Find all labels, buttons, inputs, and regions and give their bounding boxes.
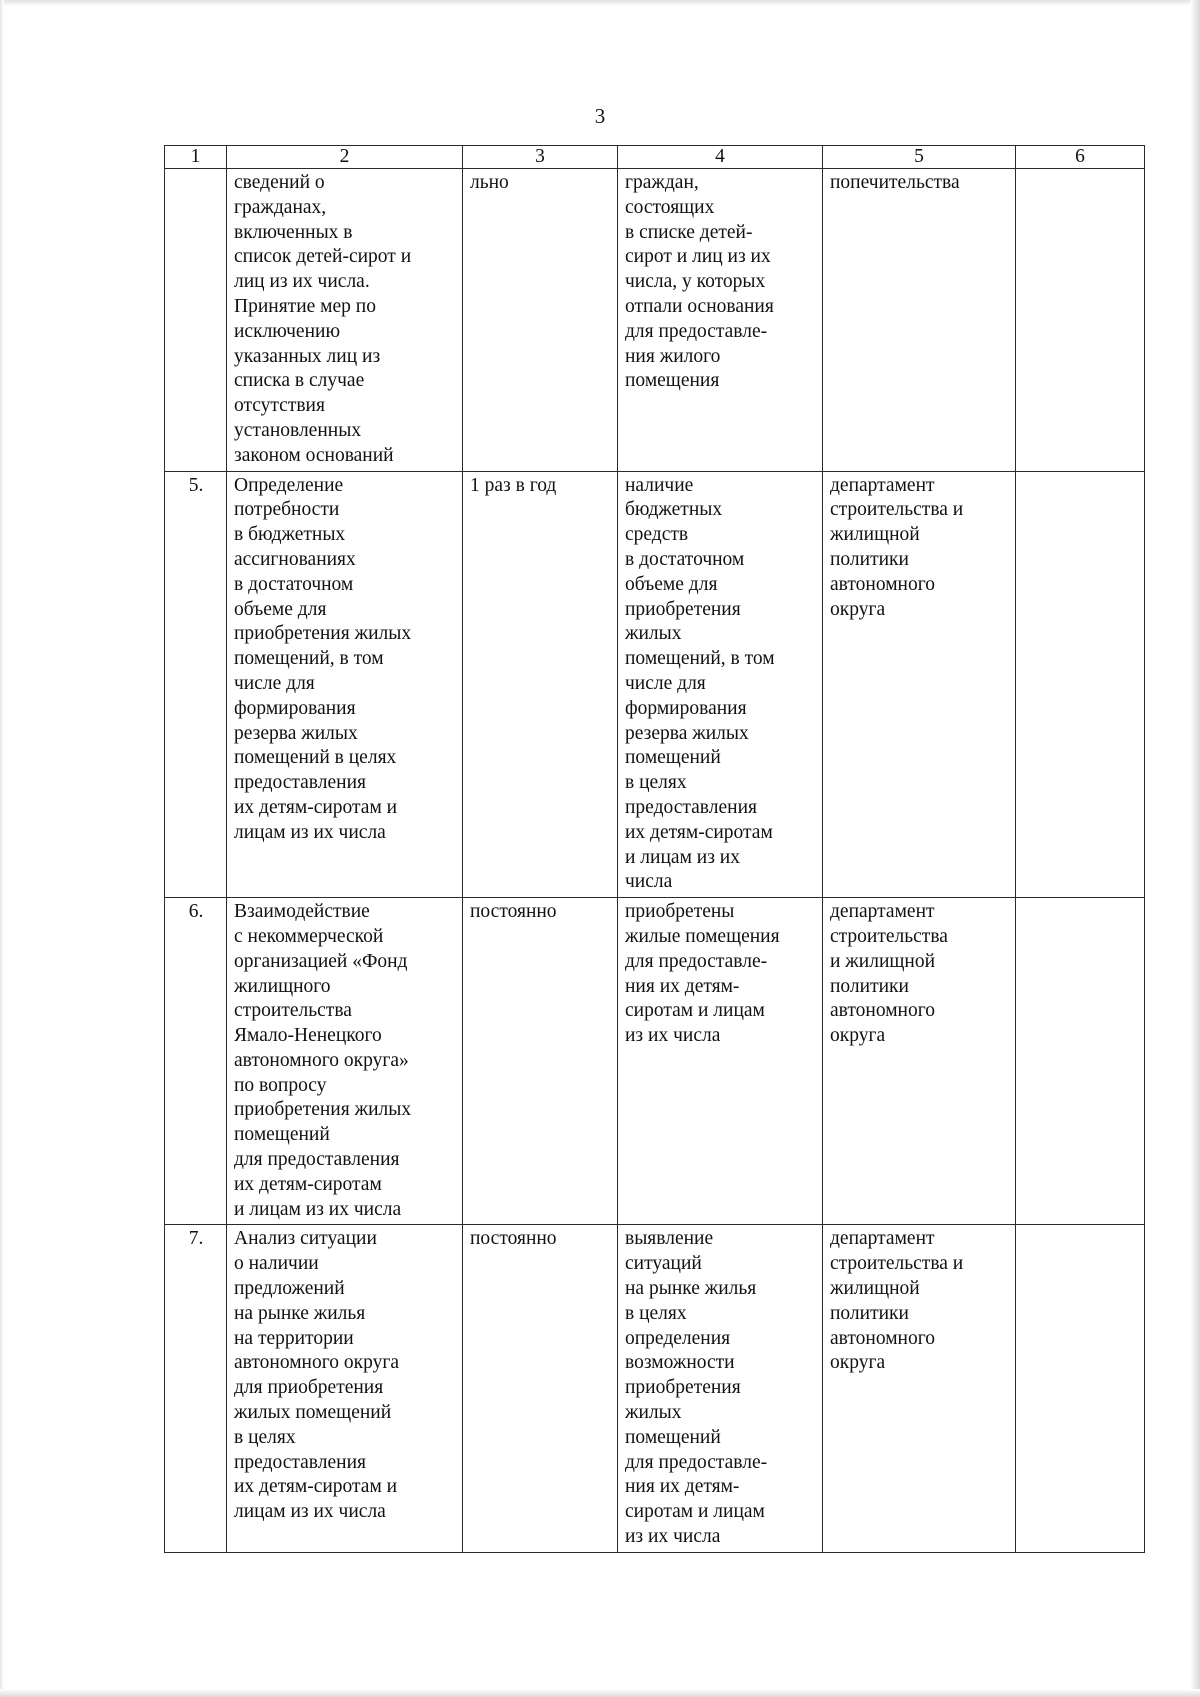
column-header-5: 5	[823, 146, 1016, 169]
result-cell: граждан, состоящих в списке детей- сирот и лиц из их числа, у которых отпали основания для предоставле- ния жилого помещения	[618, 169, 823, 472]
activity-cell: Определение потребности в бюджетных ассигнованиях в достаточном объеме для приобретения жилых помещений, в том числе для формирования резерва жилых помещений в целях предоставления их детям-сиротам и лицам из их числа	[227, 471, 463, 898]
table-body	[165, 169, 1145, 1553]
responsible-cell: департамент строительства и жилищной политики автономного округа	[823, 471, 1016, 898]
page-number: 3	[594, 104, 606, 128]
period-cell: постоянно	[463, 898, 618, 1225]
scan-edge-left	[0, 0, 4, 1697]
note-cell	[1016, 898, 1145, 1225]
period-cell: 1 раз в год	[463, 471, 618, 898]
table-row	[165, 1225, 1145, 1552]
period-cell: льно	[463, 169, 618, 472]
column-header-3: 3	[463, 146, 618, 169]
column-header-2: 2	[227, 146, 463, 169]
plan-table	[164, 145, 1145, 1553]
row-number: 5.	[165, 471, 227, 898]
activity-cell: Взаимодействие с некоммерческой организацией «Фонд жилищного строительства Ямало-Ненецкого автономного округа» по вопросу приобретения жилых помещений для предоставления их детям-сиротам и лицам из их числа	[227, 898, 463, 1225]
scan-edge-top	[0, 0, 1200, 6]
responsible-cell: попечительства	[823, 169, 1016, 472]
note-cell	[1016, 1225, 1145, 1552]
activity-cell: сведений о гражданах, включенных в список детей-сирот и лиц из их числа. Принятие мер по исключению указанных лиц из списка в случае отсутствия установленных законом оснований	[227, 169, 463, 472]
activity-cell: Анализ ситуации о наличии предложений на рынке жилья на территории автономного округа для приобретения жилых помещений в целях предоставления их детям-сиротам и лицам из их числа	[227, 1225, 463, 1552]
header-row	[165, 146, 1145, 169]
table-row	[165, 471, 1145, 898]
row-number: 7.	[165, 1225, 227, 1552]
column-header-6: 6	[1016, 146, 1145, 169]
result-cell: наличие бюджетных средств в достаточном объеме для приобретения жилых помещений, в том числе для формирования резерва жилых помещений в целях предоставления их детям-сиротам и лицам из их числа	[618, 471, 823, 898]
note-cell	[1016, 169, 1145, 472]
result-cell: выявление ситуаций на рынке жилья в целях определения возможности приобретения жилых помещений для предоставле- ния их детям- сиротам и лицам из их числа	[618, 1225, 823, 1552]
scan-edge-right	[1190, 0, 1200, 1697]
table-row	[165, 898, 1145, 1225]
table-row	[165, 169, 1145, 472]
column-header-4: 4	[618, 146, 823, 169]
column-header-1: 1	[165, 146, 227, 169]
table-header	[165, 146, 1145, 169]
responsible-cell: департамент строительства и жилищной политики автономного округа	[823, 1225, 1016, 1552]
row-number	[165, 169, 227, 472]
responsible-cell: департамент строительства и жилищной политики автономного округа	[823, 898, 1016, 1225]
period-cell: постоянно	[463, 1225, 618, 1552]
result-cell: приобретены жилые помещения для предоставле- ния их детям- сиротам и лицам из их числа	[618, 898, 823, 1225]
note-cell	[1016, 471, 1145, 898]
row-number: 6.	[165, 898, 227, 1225]
scan-edge-bottom	[0, 1689, 1200, 1697]
